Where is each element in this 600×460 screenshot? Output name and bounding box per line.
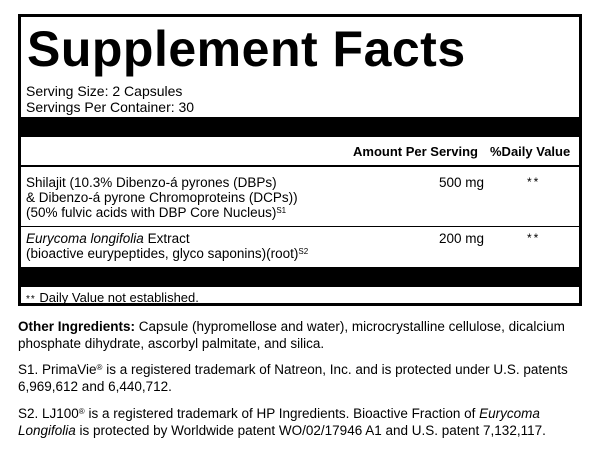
- daily-value-footnote: ** Daily Value not established.: [26, 290, 199, 305]
- row-rule: [21, 226, 579, 227]
- registered-mark: ®: [78, 407, 85, 416]
- thick-divider-top: [21, 117, 579, 137]
- ingredient-line: (bioactive eurypeptides, glyco saponins)(root)$^{S2}$: [26, 246, 309, 261]
- other-ingredients: Other Ingredients: Capsule (hypromellose and water), microcrystalline cellulose, dicalcium phosphate dihydrate, ascorbyl palmitate, and silica.: [18, 319, 565, 351]
- header-amount: Amount Per Serving: [353, 144, 478, 159]
- ingredient-eurycoma: [26, 231, 308, 261]
- ingredient-line: & Dibenzo-á pyrone Chromoproteins (DCPs)): [26, 190, 298, 205]
- servings-per-container: Servings Per Container: 30: [26, 99, 195, 115]
- registered-mark: ®: [96, 363, 103, 372]
- superscript-s1: S1: [276, 206, 287, 215]
- ingredient-amount: 200 mg: [439, 231, 485, 246]
- superscript-s2: S2: [298, 247, 309, 256]
- panel-title: Supplement Facts: [27, 21, 466, 77]
- trademark-note-s2: S2. LJ100® is a registered trademark of HP Ingredients. Bioactive Fraction of Eurycoma Longifolia is protected by Worldwide patent WO/02/17946 A1 and U.S. patent 7,132,117.: [18, 406, 546, 438]
- header-rule: [21, 165, 579, 167]
- ingredient-amount: 500 mg: [439, 175, 485, 190]
- ingredient-shilajit: [26, 175, 298, 220]
- ingredient-line: Shilajit (10.3% Dibenzo-á pyrones (DBPs): [26, 175, 277, 190]
- ingredient-dv: **: [527, 175, 541, 189]
- serving-size: Serving Size: 2 Capsules: [26, 83, 183, 99]
- thick-divider-bottom: [21, 267, 579, 287]
- ingredient-name-italic: Eurycoma longifolia: [26, 231, 144, 246]
- trademark-note-s1: S1. PrimaVie® is a registered trademark of Natreon, Inc. and is protected under U.S. patents 6,969,612 and 6,440,712.: [18, 362, 568, 394]
- supplement-facts-panel: [18, 14, 582, 306]
- ingredient-dv: **: [527, 231, 541, 245]
- other-ingredients-label: Other Ingredients:: [18, 319, 136, 334]
- header-daily-value: %Daily Value: [490, 144, 571, 159]
- ingredient-line: (50% fulvic acids with DBP Core Nucleus)$^{S1}$: [26, 205, 287, 220]
- ingredient-line: Eurycoma longifolia Extract: [26, 231, 190, 246]
